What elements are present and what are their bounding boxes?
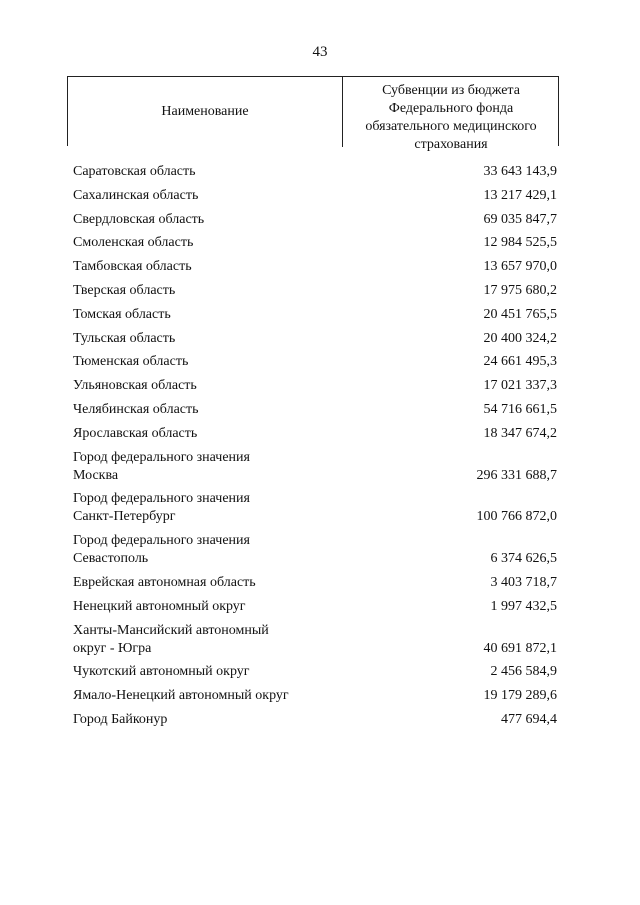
table-row (73, 282, 559, 300)
header-value-line: страхования (414, 137, 488, 152)
region-name: Тверская область (73, 282, 176, 298)
table-row (73, 687, 559, 705)
region-name: Томская область (73, 306, 171, 322)
region-name: Тульская область (73, 330, 176, 346)
table-row (73, 187, 559, 205)
region-name: Свердловская область (73, 211, 205, 227)
table-row (73, 234, 559, 252)
table-body (73, 163, 559, 735)
subsidy-value: 17 975 680,2 (483, 282, 557, 298)
table-row (73, 377, 559, 395)
page-number: 43 (312, 44, 328, 60)
table-row (73, 211, 559, 229)
table-row (73, 258, 559, 276)
column-header-name: Наименование (161, 104, 249, 119)
table-row (73, 401, 559, 419)
table-row (73, 490, 559, 526)
region-name: Смоленская область (73, 235, 194, 251)
column-header-subsidies (343, 82, 559, 154)
subsidy-value: 24 661 495,3 (483, 354, 557, 370)
table-row (73, 574, 559, 592)
table-row (73, 353, 559, 371)
region-name: Ямало-Ненецкий автономный округ (73, 688, 289, 704)
table-row (73, 449, 559, 485)
table-row (73, 330, 559, 348)
subsidy-value: 17 021 337,3 (483, 378, 557, 394)
table-row (73, 663, 559, 681)
region-name: Город федерального значения Севастополь (73, 533, 250, 567)
region-name: Тюменская область (73, 354, 189, 370)
subsidy-value: 296 331 688,7 (476, 467, 557, 483)
region-name: Сахалинская область (73, 187, 199, 203)
region-name: Тамбовская область (73, 259, 192, 275)
table-row (73, 425, 559, 443)
table-row (73, 622, 559, 658)
subsidy-value: 13 657 970,0 (483, 259, 557, 275)
subsidy-value: 12 984 525,5 (483, 235, 557, 251)
table-header (67, 76, 559, 152)
header-value-line: Субвенции из бюджета (382, 83, 520, 98)
table-row (73, 306, 559, 324)
subsidy-value: 477 694,4 (501, 711, 557, 727)
region-name: Ярославская область (73, 425, 198, 441)
region-name: Саратовская область (73, 164, 196, 179)
region-name: Еврейская автономная область (73, 574, 256, 590)
table-row (73, 532, 559, 568)
header-value-line: обязательного медицинского (365, 119, 537, 134)
subsidy-value: 19 179 289,6 (483, 688, 557, 704)
region-name: Город федерального значения Санкт-Петербург (73, 491, 250, 525)
subsidy-value: 100 766 872,0 (476, 509, 557, 525)
region-name: Город федерального значения Москва (73, 449, 250, 483)
region-name: Ханты-Мансийский автономный округ - Югра (73, 622, 269, 656)
subsidy-value: 18 347 674,2 (483, 425, 557, 441)
region-name: Чукотский автономный округ (73, 664, 250, 680)
subsidy-value: 6 374 626,5 (490, 551, 557, 567)
region-name: Ненецкий автономный округ (73, 598, 246, 614)
subsidy-value: 2 456 584,9 (490, 664, 557, 680)
subsidy-value: 1 997 432,5 (490, 598, 557, 614)
subsidy-value: 3 403 718,7 (490, 574, 557, 590)
table-row (73, 711, 559, 729)
header-value-line: Федерального фонда (388, 101, 514, 116)
subsidy-value: 54 716 661,5 (483, 401, 557, 417)
subsidy-value: 40 691 872,1 (483, 640, 557, 656)
subsidy-value: 20 400 324,2 (483, 330, 557, 346)
table-row (73, 163, 559, 181)
subsidy-value: 13 217 429,1 (483, 187, 557, 203)
subsidy-value: 20 451 765,5 (483, 306, 557, 322)
region-name: Ульяновская область (73, 378, 197, 394)
subsidy-value: 69 035 847,7 (483, 211, 557, 227)
region-name: Город Байконур (73, 711, 168, 727)
table-row (73, 598, 559, 616)
region-name: Челябинская область (73, 401, 199, 417)
subsidy-value: 33 643 143,9 (483, 164, 557, 179)
